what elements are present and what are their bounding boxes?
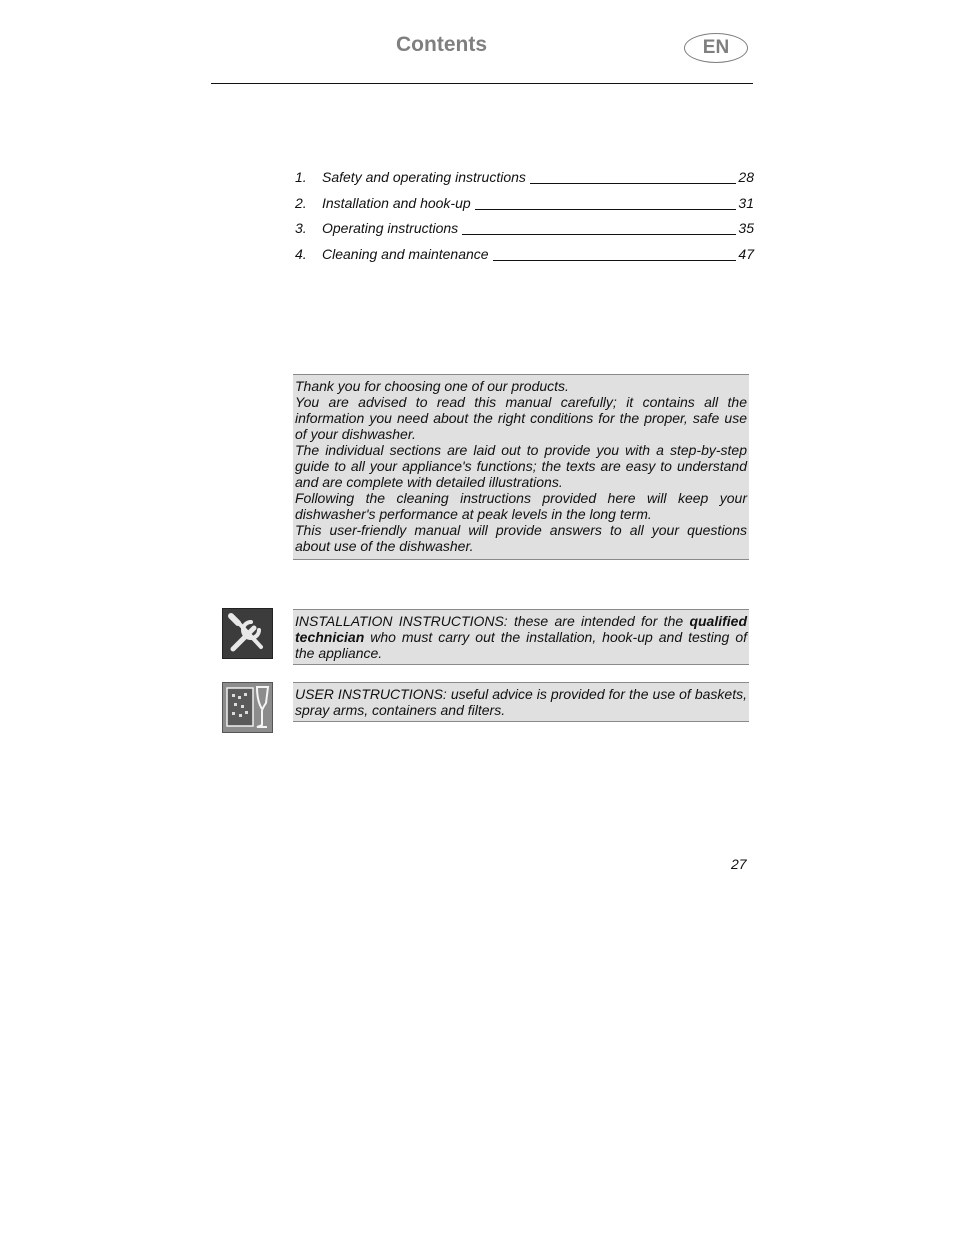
intro-box <box>293 374 749 560</box>
toc-page-number: 28 <box>738 169 754 185</box>
toc-number: 2. <box>295 194 307 211</box>
language-badge: EN <box>684 33 748 63</box>
table-of-contents <box>295 169 754 271</box>
toc-leader-line <box>475 209 737 210</box>
intro-paragraph: Following the cleaning instructions provided here will keep your dishwasher's performance at peak levels in the long term. <box>295 490 747 522</box>
toc-number: 4. <box>295 245 307 262</box>
intro-paragraph: The individual sections are laid out to provide you with a step-by-step guide to all your appliance's functions; the texts are easy to understand and are complete with detailed illustrations. <box>295 442 747 490</box>
installation-note <box>293 609 749 665</box>
toc-page-number: 47 <box>738 245 754 262</box>
intro-paragraph: You are advised to read this manual carefully; it contains all the information you need about the right conditions for the proper, safe use of your dishwasher. <box>295 394 747 442</box>
toc-number: 3. <box>295 220 307 236</box>
toc-title: Cleaning and maintenance <box>322 245 489 262</box>
toc-title: Safety and operating instructions <box>322 169 526 185</box>
dishwasher-glass-icon <box>222 682 273 733</box>
toc-entry[interactable] <box>295 169 754 195</box>
intro-paragraph: Thank you for choosing one of our products. <box>295 378 569 394</box>
toc-page-number: 31 <box>738 194 754 211</box>
tools-icon <box>222 608 273 659</box>
installation-note-text: who must carry out the installation, hook-up and testing of the appliance. <box>295 629 747 661</box>
installation-note-text: INSTALLATION INSTRUCTIONS: these are intended for the <box>295 613 690 629</box>
toc-page-number: 35 <box>738 220 754 236</box>
toc-entry[interactable] <box>295 246 754 272</box>
page-number: 27 <box>731 856 747 872</box>
toc-title: Operating instructions <box>322 220 459 236</box>
toc-leader-line <box>530 183 737 184</box>
user-instructions-note: USER INSTRUCTIONS: useful advice is provided for the use of baskets, spray arms, containers and filters. <box>293 682 749 722</box>
intro-paragraph: This user-friendly manual will provide answers to all your questions about use of the dishwasher. <box>295 522 747 554</box>
toc-leader-line <box>493 260 737 261</box>
toc-title: Installation and hook-up <box>322 194 471 211</box>
toc-leader-line <box>462 234 736 235</box>
page-title: Contents <box>396 33 487 56</box>
installation-note-emphasis: qualified technician <box>295 613 747 645</box>
header-divider <box>211 83 753 84</box>
toc-entry[interactable] <box>295 220 754 246</box>
toc-number: 1. <box>295 169 307 185</box>
toc-entry[interactable] <box>295 195 754 221</box>
